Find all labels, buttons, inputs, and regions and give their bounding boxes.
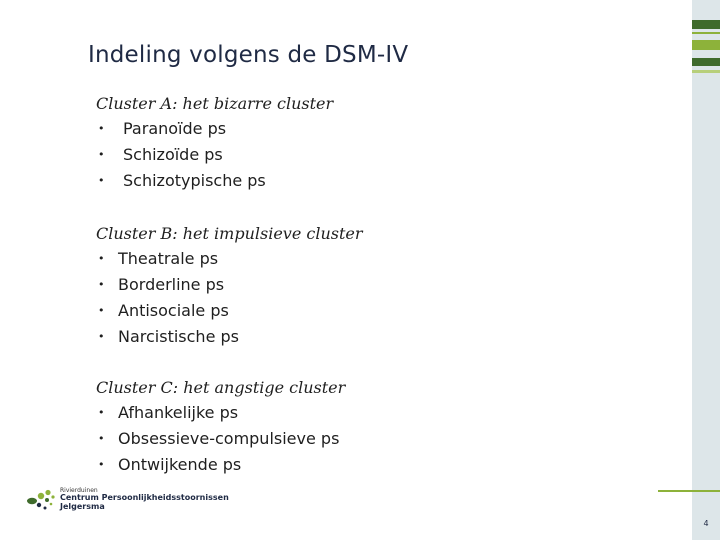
list-item: [96, 272, 363, 298]
list-item-label: Theatrale ps: [118, 249, 219, 268]
list-item: [96, 324, 363, 350]
logo-line-1: Rivierduinen: [60, 487, 98, 494]
cluster-b-list: [96, 246, 363, 350]
bullet-icon: •: [98, 278, 105, 291]
list-item: [96, 142, 333, 168]
bullet-icon: •: [98, 458, 105, 471]
bullet-icon: •: [98, 330, 105, 343]
slide-title: Indeling volgens de DSM-IV: [88, 42, 409, 68]
bullet-icon: •: [98, 174, 105, 187]
list-item: [96, 168, 333, 194]
decorative-stripe-dark: [692, 20, 720, 29]
footer-accent-line: [658, 490, 720, 492]
cluster-c-section: [96, 376, 345, 478]
bullet-icon: •: [98, 432, 105, 445]
logo-dots-icon: [26, 488, 60, 518]
cluster-c-list: [96, 400, 345, 478]
page-number: 4: [703, 519, 709, 528]
list-item-label: Paranoïde ps: [123, 119, 227, 138]
list-item: [96, 116, 333, 142]
list-item-label: Ontwijkende ps: [118, 455, 242, 474]
list-item-label: Afhankelijke ps: [118, 403, 239, 422]
list-item: [96, 298, 363, 324]
list-item-label: Borderline ps: [118, 275, 225, 294]
decorative-stripe-light: [692, 32, 720, 34]
cluster-heading: Cluster B: het impulsieve cluster: [96, 224, 363, 243]
bullet-icon: •: [98, 304, 105, 317]
decorative-stripe-dark: [692, 58, 720, 66]
logo-line-2: Centrum Persoonlijkheidsstoornissen: [60, 493, 229, 503]
decorative-stripe-pale: [692, 70, 720, 73]
cluster-heading: Cluster C: het angstige cluster: [96, 378, 346, 397]
list-item: [96, 426, 345, 452]
list-item-label: Schizotypische ps: [123, 171, 266, 190]
organization-logo: [26, 487, 229, 518]
logo-text: [60, 488, 229, 511]
bullet-icon: •: [98, 406, 105, 419]
logo-line-3: Jelgersma: [60, 501, 105, 511]
list-item: [96, 400, 345, 426]
cluster-heading: Cluster A: het bizarre cluster: [96, 94, 334, 113]
list-item-label: Obsessieve-compulsieve ps: [118, 429, 340, 448]
list-item: [96, 452, 345, 478]
bullet-icon: •: [98, 122, 105, 135]
list-item-label: Antisociale ps: [118, 301, 229, 320]
cluster-a-list: [96, 116, 333, 194]
cluster-b-section: [96, 222, 363, 350]
list-item-label: Schizoïde ps: [123, 145, 223, 164]
right-decorative-band: [692, 0, 720, 540]
list-item: [96, 246, 363, 272]
bullet-icon: •: [98, 148, 105, 161]
cluster-a-section: [96, 92, 333, 194]
decorative-stripe-green: [692, 40, 720, 50]
bullet-icon: •: [98, 252, 105, 265]
list-item-label: Narcistische ps: [118, 327, 239, 346]
